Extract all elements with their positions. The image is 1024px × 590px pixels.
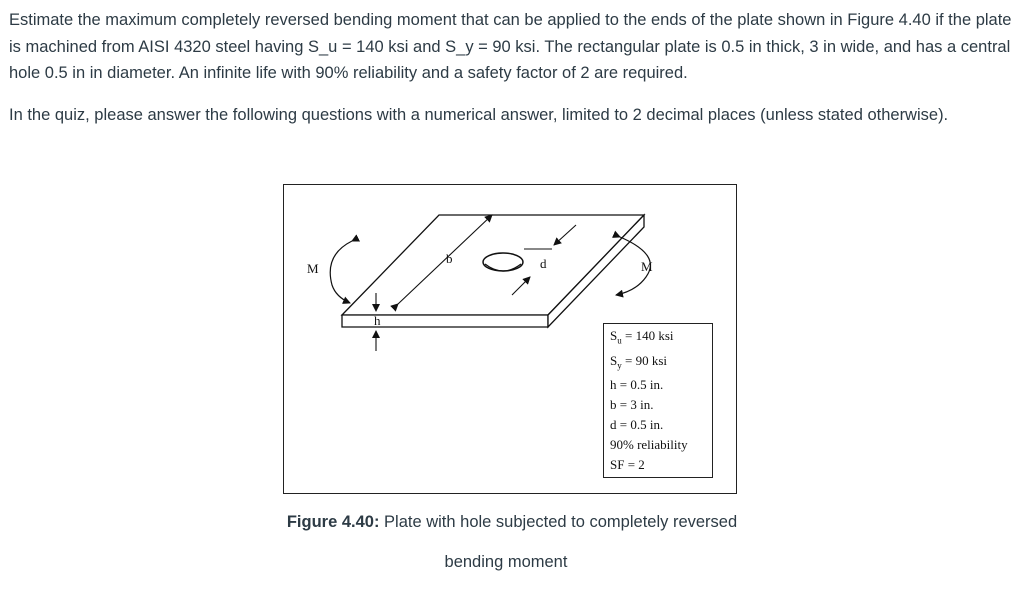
prop-d: d = 0.5 in. <box>610 417 664 433</box>
properties-box <box>603 323 713 478</box>
prop-sf: SF = 2 <box>610 457 645 473</box>
prop-h: h = 0.5 in. <box>610 377 664 393</box>
central-hole <box>483 253 523 271</box>
prop-sy: $S_y = 90$ ksi <box>610 352 667 371</box>
caption-text: Plate with hole subjected to completely reversed <box>379 513 738 531</box>
figure-4-40 <box>283 184 737 494</box>
moment-right-label: M <box>641 259 653 274</box>
prop-b: b = 3 in. <box>610 397 654 413</box>
figure-caption <box>0 512 1024 533</box>
width-label: b <box>446 251 453 266</box>
diameter-label: d <box>540 256 547 271</box>
thickness-label: h <box>374 313 381 328</box>
problem-statement: Estimate the maximum completely reversed bending moment that can be applied to the ends of the plate shown in Figure 4.40 if the plate is machined from AISI 4320 steel having S_u = 140 ksi and S_y = 90 ksi. The rectangular plate is 0.5 in thick, 3 in wide, and has a central hole 0.5 in in diameter. An infinite life with 90% reliability and a safety factor of 2 are required. <box>9 11 1012 82</box>
prop-reliability: 90% reliability <box>610 437 688 453</box>
moment-left-label: M <box>307 261 319 276</box>
caption-label: Figure 4.40: <box>286 513 380 531</box>
prop-su: $S_u = 140$ ksi <box>610 328 674 346</box>
quiz-instructions: In the quiz, please answer the following questions with a numerical answer, limited to 2 decimal places (unless stated otherwise). <box>9 106 949 124</box>
moment-left-arrow <box>330 241 352 303</box>
figure-caption-line2: bending moment <box>444 553 568 571</box>
plate-front-face <box>342 315 548 327</box>
